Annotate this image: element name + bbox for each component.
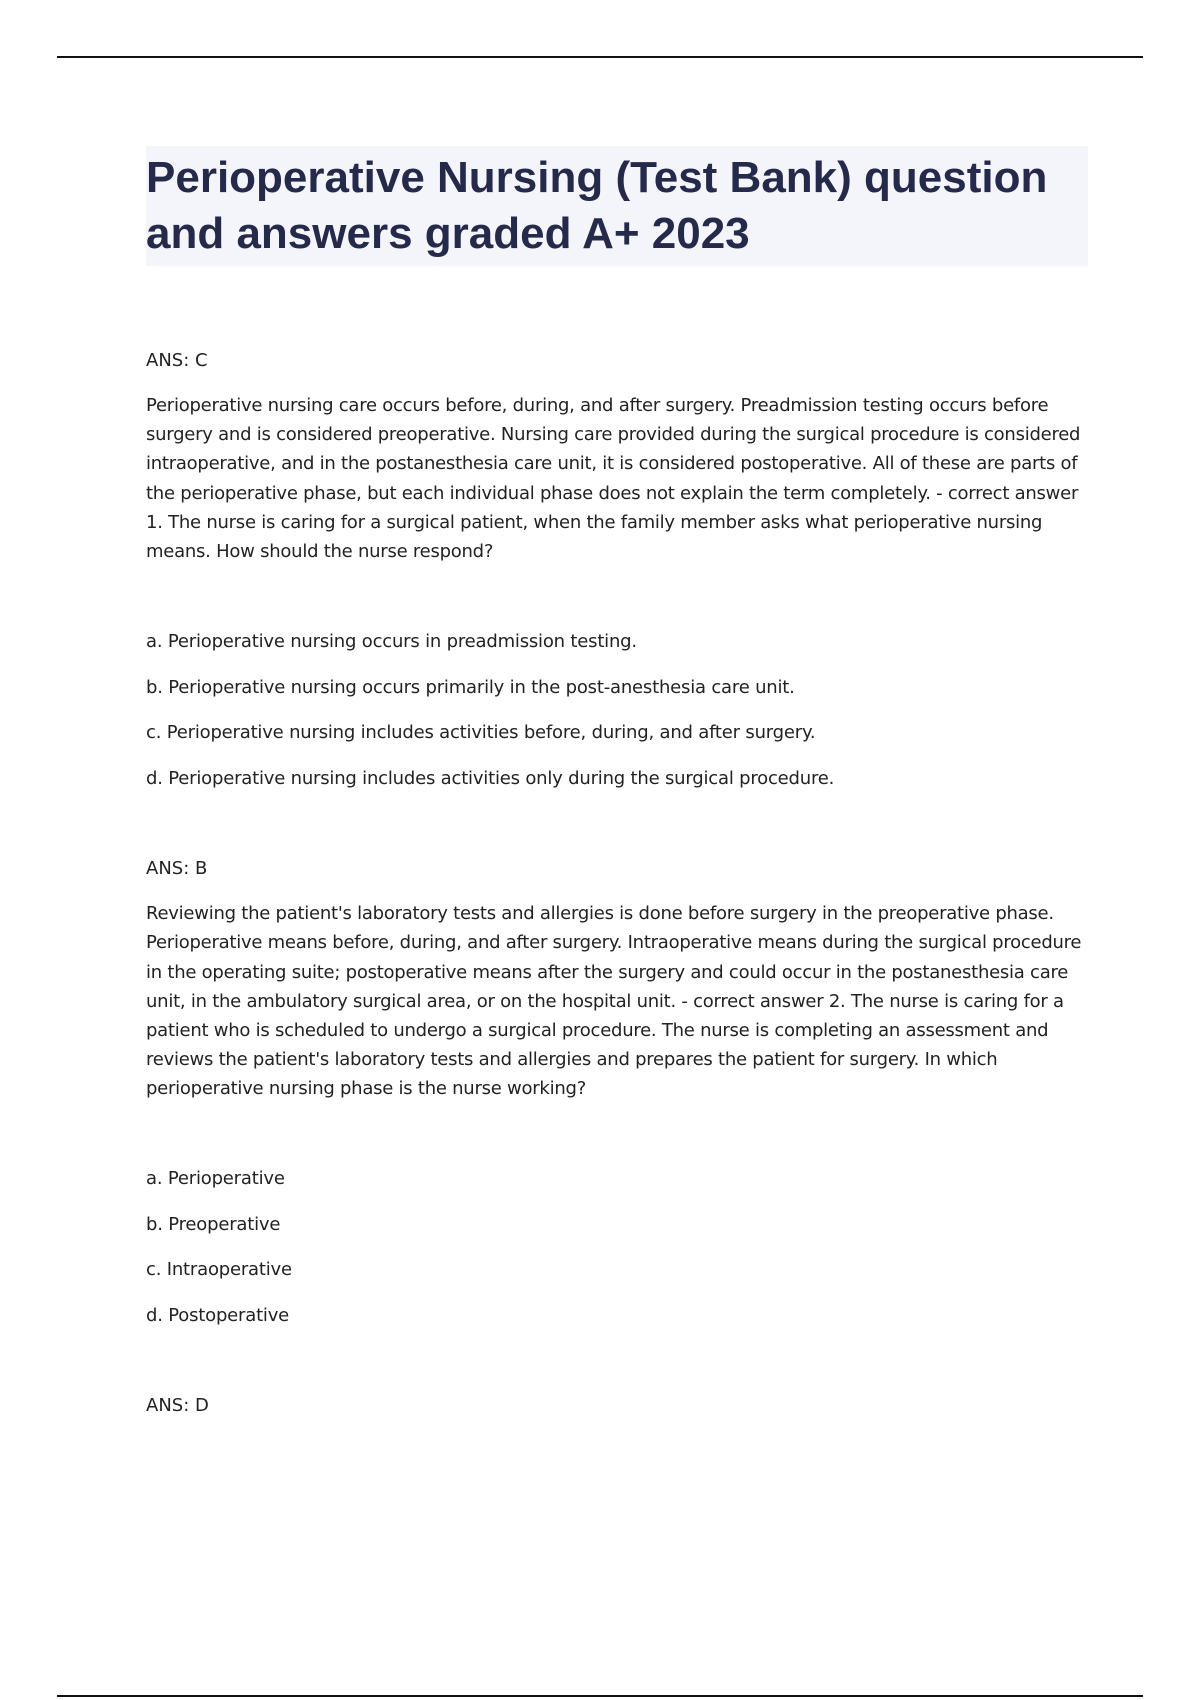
answer-options — [146, 630, 1090, 791]
bottom-rule — [57, 1695, 1143, 1697]
question-block-3 — [146, 1394, 1090, 1418]
question-block-2 — [146, 857, 1090, 1327]
option-d: d. Postoperative — [146, 1304, 290, 1326]
option-d: d. Perioperative nursing includes activities only during the surgical procedure. — [146, 768, 835, 790]
option-b: b. Perioperative nursing occurs primarily in the post-anesthesia care unit. — [146, 677, 795, 699]
question-block-1 — [146, 349, 1090, 791]
answer-key: ANS: C — [146, 350, 208, 371]
document-body — [146, 146, 1090, 1418]
top-rule — [57, 56, 1143, 58]
option-c: c. Perioperative nursing includes activities before, during, and after surgery. — [146, 722, 816, 744]
option-c: c. Intraoperative — [146, 1258, 292, 1280]
option-b: b. Preoperative — [146, 1213, 281, 1235]
rationale-paragraph: Reviewing the patient's laboratory tests and allergies is done before surgery in the preoperative phase. Perioperative means before, during, and after surgery. Intraoperative means during the surgical procedure in the operating suite; postoperative means after the surgery and could occur in the postanesthesia care unit, in the ambulatory surgical area, or on the hospital unit. - correct answer 2. The nurse is caring for a patient who is scheduled to undergo a surgical procedure. The nurse is completing an assessment and reviews the patient's laboratory tests and allergies and prepares the patient for surgery. In which perioperative nursing phase is the nurse working? — [146, 903, 1082, 1100]
rationale-paragraph: Perioperative nursing care occurs before, during, and after surgery. Preadmission testing occurs before surgery and is considered preoperative. Nursing care provided during the surgical procedure is considered intraoperative, and in the postanesthesia care unit, it is considered postoperative. All of these are parts of the perioperative phase, but each individual phase does not explain the term completely. - correct answer 1. The nurse is caring for a surgical patient, when the family member asks what perioperative nursing means. How should the nurse respond? — [146, 395, 1081, 563]
answer-key: ANS: D — [146, 1394, 209, 1416]
answer-options — [146, 1167, 1090, 1328]
option-a: a. Perioperative — [146, 1167, 285, 1189]
title-block — [146, 146, 1088, 266]
document-title: Perioperative Nursing (Test Bank) question and answers graded A+ 2023 — [146, 153, 1048, 258]
option-a: a. Perioperative nursing occurs in preadmission testing. — [146, 631, 637, 653]
answer-key: ANS: B — [146, 858, 208, 880]
